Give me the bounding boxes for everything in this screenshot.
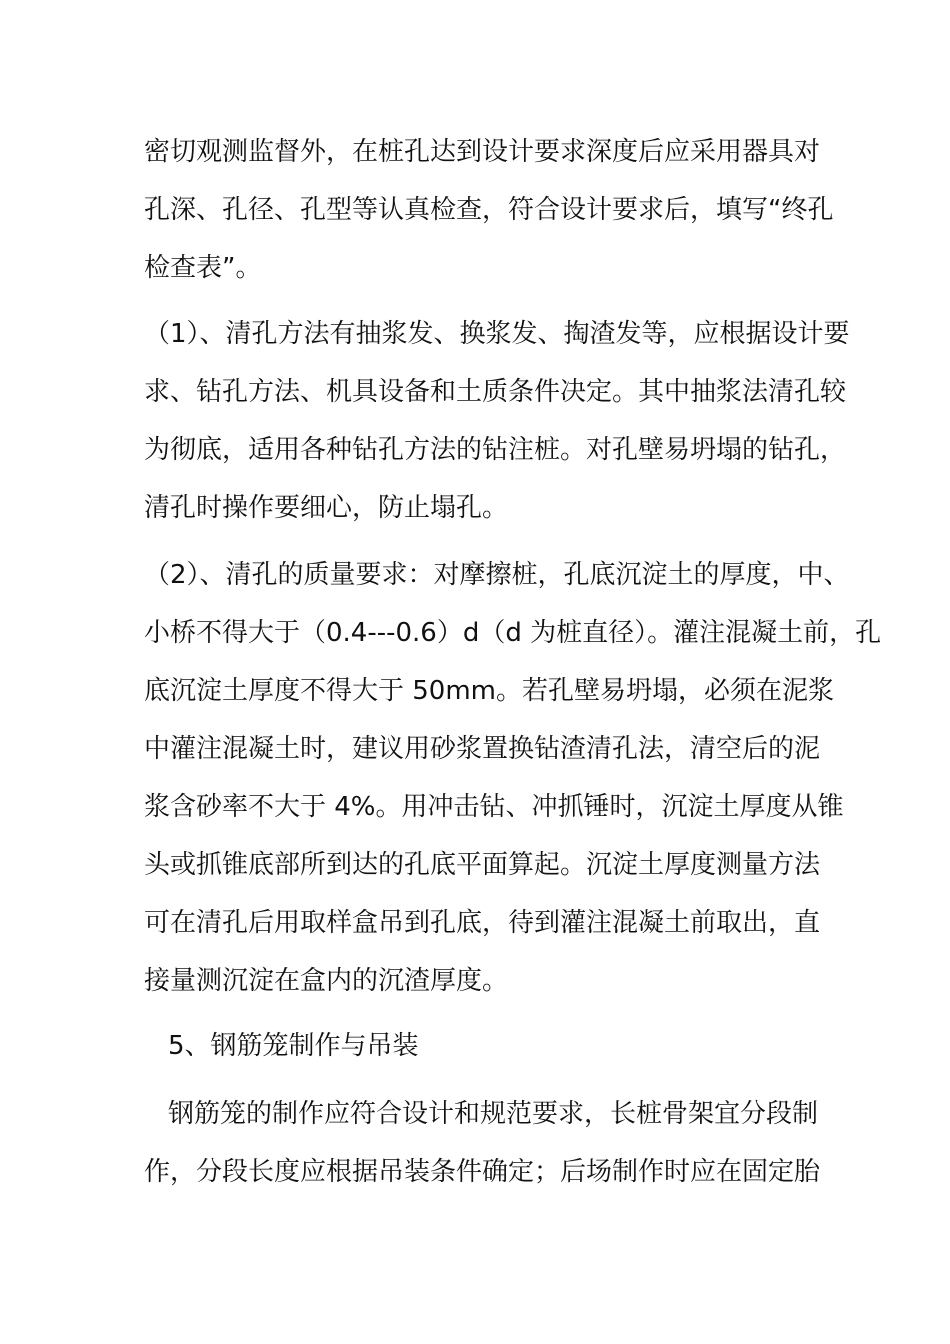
text-line: 钢筋笼的制作应符合设计和规范要求，长桩骨架宜分段制 bbox=[168, 1099, 819, 1129]
text-line: （2）、清孔的质量要求：对摩擦桩，孔底沉淀土的厚度，中、 bbox=[144, 560, 850, 590]
text-line: （1）、清孔方法有抽浆发、换浆发、掏渣发等，应根据设计要 bbox=[144, 319, 850, 349]
text-line: 清孔时操作要细心，防止塌孔。 bbox=[144, 493, 509, 523]
text-line: 求、钻孔方法、机具设备和土质条件决定。其中抽浆法清孔较 bbox=[144, 377, 847, 407]
text-line: 检查表”。 bbox=[144, 253, 262, 283]
text-line: 可在清孔后用取样盒吊到孔底，待到灌注混凝土前取出，直 bbox=[144, 908, 821, 938]
text-line: 孔深、孔径、孔型等认真检查，符合设计要求后，填写“终孔 bbox=[144, 195, 834, 225]
text-line: 浆含砂率不大于 4%。用冲击钻、冲抓锤时，沉淀土厚度从锥 bbox=[144, 792, 844, 822]
text-line: 中灌注混凝土时，建议用砂浆置换钻渣清孔法，清空后的泥 bbox=[144, 734, 821, 764]
text-line: 底沉淀土厚度不得大于 50mm。若孔壁易坍塌，必须在泥浆 bbox=[144, 676, 835, 706]
text-line: 密切观测监督外，在桩孔达到设计要求深度后应采用器具对 bbox=[144, 137, 821, 167]
text-line: 作，分段长度应根据吊装条件确定；后场制作时应在固定胎 bbox=[144, 1157, 821, 1187]
text-line: 小桥不得大于（0.4---0.6）d（d 为桩直径）。灌注混凝土前，孔 bbox=[144, 618, 882, 648]
text-line: 接量测沉淀在盒内的沉渣厚度。 bbox=[144, 966, 509, 996]
text-line: 为彻底，适用各种钻孔方法的钻注桩。对孔壁易坍塌的钻孔， bbox=[144, 435, 847, 465]
section-heading: 5、钢筋笼制作与吊装 bbox=[168, 1031, 419, 1061]
text-line: 头或抓锥底部所到达的孔底平面算起。沉淀土厚度测量方法 bbox=[144, 850, 821, 880]
